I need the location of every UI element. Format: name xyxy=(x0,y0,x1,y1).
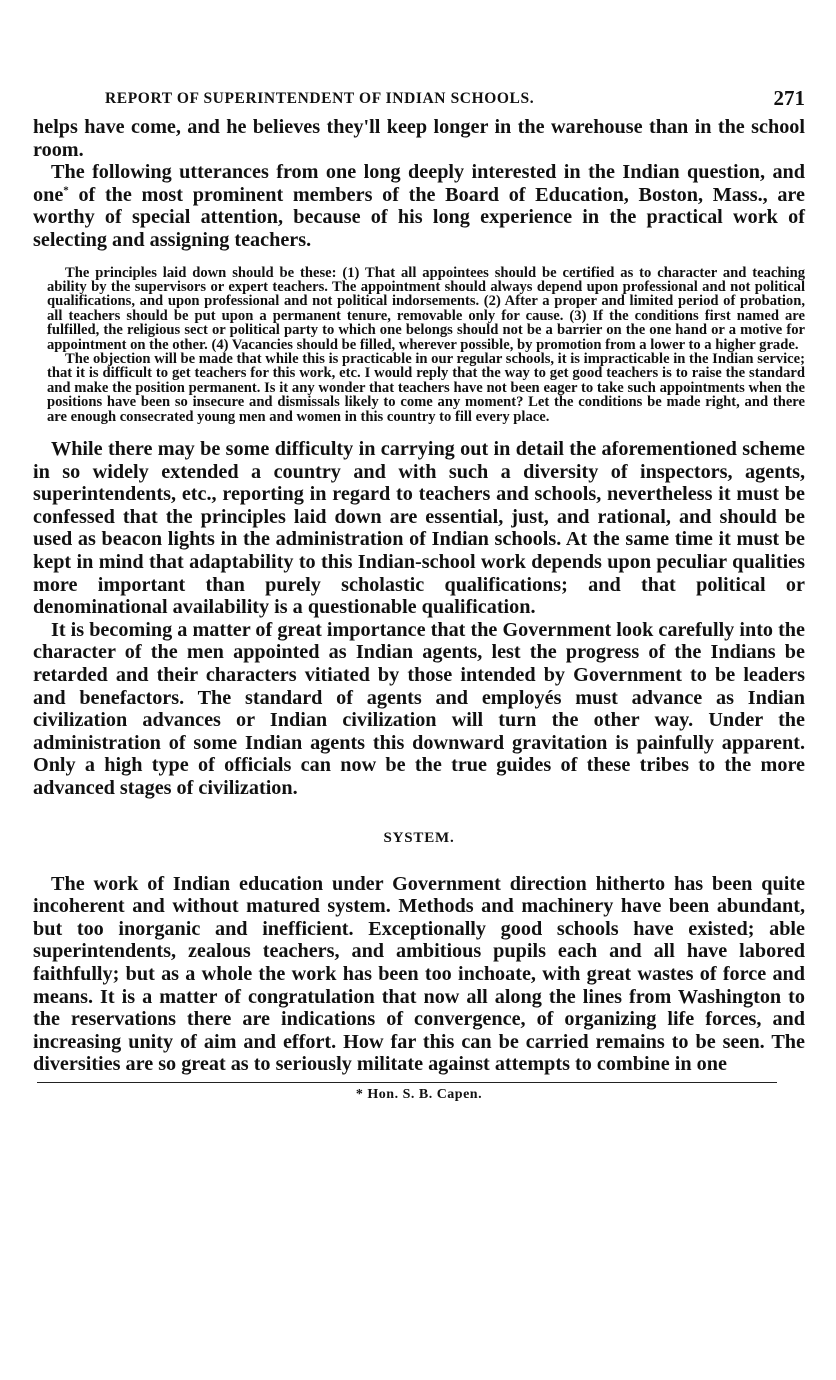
footnote-marker: * xyxy=(63,184,69,197)
running-header xyxy=(33,86,805,116)
footnote-divider xyxy=(37,1082,777,1083)
footnote: * Hon. S. B. Capen. xyxy=(355,1086,483,1102)
paragraph-continuation: helps have come, and he believes they'll keep longer in the warehouse than in the school room. xyxy=(33,116,805,161)
page-number: 271 xyxy=(773,86,805,110)
block-quote-paragraph-1: The principles laid down should be these: (1) That all appointees should be certified as to character and teaching ability by the supervisors or expert teachers. The appointment should always depend upon professional and not political qualifications, and upon professional and not political indorsements. (2) After a proper and limited period of probation, all teachers should be put upon a permanent tenure, removable only for cause. (3) If the conditions first named are fulfilled, the religious sect or political party to which one belongs should not be a barrier on the one hand or a motive for appointment on the other. (4) Vacancies should be filled, wherever possible, by promotion from a lower to a higher grade. xyxy=(47,264,805,353)
paragraph-system: The work of Indian education under Government direction hitherto has been quite incoherent and without matured system. Methods and machinery have been abundant, but too inorganic and inefficient. Exceptionally good schools have existed; able superintendents, zealous teachers, and ambitious pupils each and all have labored faithfully; but as a whole the work has been too inchoate, with great wastes of force and means. It is a matter of congratulation that now all along the lines from Washington to the reservations there are indications of convergence, of organizing life forces, and increasing unity of aim and effort. How far this can be carried remains to be seen. The diversities are so great as to seriously militate against attempts to combine in one xyxy=(33,872,805,1076)
paragraph-introduction-text-b: of the most prominent members of the Board of Education, Boston, Mass., are worthy of special attention, because of his long experience in the practical work of selecting and assigning teachers. xyxy=(33,183,805,251)
paragraph-agents: It is becoming a matter of great importance that the Government look carefully into the character of the men appointed as Indian agents, lest the progress of the Indians be retarded and their characters vitiated by those intended by Government to be leaders and benefactors. The standard of agents and employés must advance as Indian civilization advances or Indian civilization will turn the other way. Under the administration of some Indian agents this downward gravitation is painfully apparent. Only a high type of officials can now be the true guides of these tribes to the more advanced stages of civilization. xyxy=(33,618,805,799)
document-page xyxy=(33,86,805,1103)
paragraph-introduction xyxy=(33,161,805,251)
paragraph-introduction-text-a: The following utterances from one long deeply interested in the Indian question, and one xyxy=(33,161,805,206)
block-quote-paragraph-2: The objection will be made that while this is practicable in our regular schools, it is impracticable in the Indian service; that it is difficult to get teachers for this work, etc. I would reply that the way to get good teachers is to raise the standard and make the position permanent. Is it any wonder that teachers have not been eager to take such appointments when the positions have been so insecure and dismissals likely to come any moment? Let the conditions be made right, and there are enough consecrated young men and women in this country to fill every place. xyxy=(47,351,805,425)
paragraph-scheme: While there may be some difficulty in carrying out in detail the aforementioned scheme in so widely extended a country and with such a diversity of inspectors, agents, superintendents, etc., reporting in regard to teachers and schools, nevertheless it must be confessed that the principles laid down are essential, just, and rational, and should be used as beacon lights in the administration of Indian schools. At the same time it must be kept in mind that adaptability to this Indian-school work depends upon peculiar qualities more important than purely scholastic qualifications; and that political or denominational availability is a questionable qualification. xyxy=(33,438,805,619)
section-heading: SYSTEM. xyxy=(383,829,455,846)
running-title: REPORT OF SUPERINTENDENT OF INDIAN SCHOOLS. xyxy=(105,90,535,107)
